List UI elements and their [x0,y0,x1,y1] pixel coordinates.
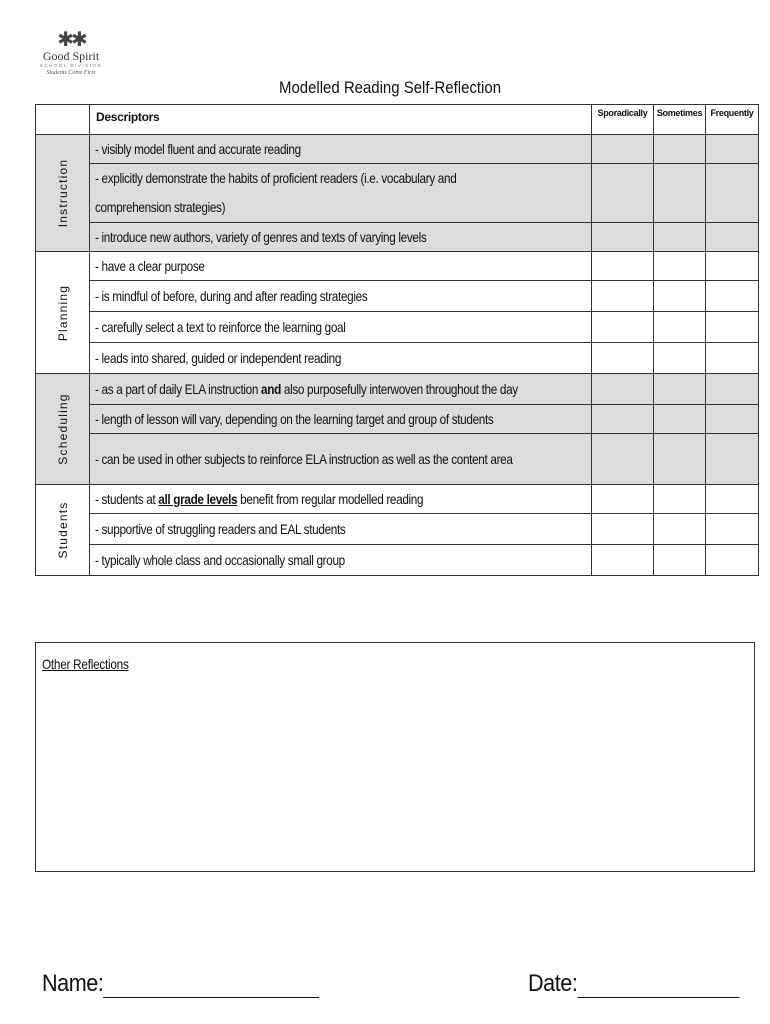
descriptor-text-emphasis: and [261,381,281,397]
section-label-planning [36,252,90,374]
sporadically-cell[interactable] [592,405,654,434]
sporadically-cell[interactable] [592,485,654,514]
sporadically-cell[interactable] [592,252,654,281]
logo-motto: Students Come First [46,70,96,76]
section-label-text: Instruction [55,158,70,228]
descriptor-cell [90,374,592,405]
date-label: Date: [528,970,578,997]
frequently-cell[interactable] [706,164,759,223]
other-reflections-label: Other Reflections [42,656,129,672]
table-row [36,164,759,223]
sporadically-cell[interactable] [592,343,654,374]
descriptor-text-post: benefit from regular modelled reading [237,491,424,507]
section-label-instruction [36,135,90,252]
sporadically-cell[interactable] [592,164,654,223]
descriptor-text: - is mindful of before, during and after reading strategies [95,288,368,304]
reflection-table [35,104,759,576]
descriptor-cell [90,514,592,545]
sometimes-cell[interactable] [654,434,706,485]
descriptor-cell [90,545,592,576]
table-row [36,281,759,312]
descriptor-text [95,374,518,404]
table-row [36,485,759,514]
section-header-cell [36,105,90,135]
sometimes-cell[interactable] [654,135,706,164]
frequently-cell[interactable] [706,514,759,545]
descriptor-cell [90,312,592,343]
date-field[interactable] [528,970,739,998]
name-label: Name: [42,970,104,997]
descriptor-text-pre: - students at [95,491,159,507]
sporadically-cell[interactable] [592,514,654,545]
descriptor-text: - explicitly demonstrate the habits of proficient readers (i.e. vocabulary and [95,170,457,186]
frequently-cell[interactable] [706,343,759,374]
descriptor-cell [90,343,592,374]
table-header-row [36,105,759,135]
section-label-text: Scheduling [55,393,70,465]
descriptor-cell [90,281,592,312]
descriptor-cell [90,485,592,514]
sometimes-cell[interactable] [654,164,706,223]
descriptor-text-post: also purposefully interwoven throughout the day [280,381,518,397]
section-label-scheduling [36,374,90,485]
table-row [36,434,759,485]
sometimes-cell[interactable] [654,312,706,343]
descriptor-cell [90,223,592,252]
sometimes-cell[interactable] [654,545,706,576]
descriptor-text: - supportive of struggling readers and EAL students [95,521,346,537]
sporadically-cell[interactable] [592,545,654,576]
sometimes-cell[interactable] [654,223,706,252]
sporadically-cell[interactable] [592,312,654,343]
descriptor-text: - length of lesson will vary, depending on the learning target and group of students [95,411,494,427]
logo-name: Good Spirit [42,49,100,63]
frequently-cell[interactable] [706,252,759,281]
table-row [36,223,759,252]
logo-division: SCHOOL DIVISION [39,63,103,68]
table-row [36,312,759,343]
frequently-cell[interactable] [706,312,759,343]
sporadically-cell[interactable] [592,223,654,252]
name-line[interactable] [103,971,319,998]
sporadically-header: Sporadically [592,105,654,135]
sometimes-cell[interactable] [654,405,706,434]
people-icon: ✱✱ [57,29,85,51]
descriptor-text: - typically whole class and occasionally small group [95,552,345,568]
table-row [36,343,759,374]
other-reflections-box[interactable] [35,642,755,872]
frequently-cell[interactable] [706,281,759,312]
sometimes-cell[interactable] [654,252,706,281]
descriptor-cell [90,434,592,485]
descriptor-cell [90,135,592,164]
name-field[interactable] [42,970,319,998]
school-logo [36,30,106,77]
page-title: Modelled Reading Self-Reflection [278,78,502,97]
sporadically-cell[interactable] [592,281,654,312]
sporadically-cell[interactable] [592,374,654,405]
frequently-cell[interactable] [706,223,759,252]
descriptor-text: - can be used in other subjects to reinforce ELA instruction as well as the content area [95,451,513,467]
descriptor-cell [90,164,592,223]
table-row [36,252,759,281]
descriptors-header: Descriptors [90,105,592,135]
sometimes-cell[interactable] [654,374,706,405]
descriptor-text: - carefully select a text to reinforce the learning goal [95,319,346,335]
descriptor-text-pre: - as a part of daily ELA instruction [95,381,262,397]
section-label-students [36,485,90,576]
sometimes-cell[interactable] [654,485,706,514]
descriptor-text [95,485,423,513]
section-label-text: Students [55,501,70,559]
sporadically-cell[interactable] [592,135,654,164]
sporadically-cell[interactable] [592,434,654,485]
descriptor-text: comprehension strategies) [95,199,226,215]
frequently-cell[interactable] [706,374,759,405]
descriptor-cell [90,405,592,434]
table-row [36,405,759,434]
section-label-text: Planning [55,284,70,341]
sometimes-cell[interactable] [654,343,706,374]
date-line[interactable] [577,971,739,998]
frequently-cell[interactable] [706,135,759,164]
descriptor-text: - leads into shared, guided or independent reading [95,350,342,366]
frequently-cell[interactable] [706,405,759,434]
descriptor-text-emphasis: all grade levels [158,491,238,507]
table-row [36,545,759,576]
frequently-cell[interactable] [706,545,759,576]
frequently-cell[interactable] [706,434,759,485]
sometimes-header: Sometimes [654,105,706,135]
descriptor-cell [90,252,592,281]
sometimes-cell[interactable] [654,281,706,312]
sometimes-cell[interactable] [654,514,706,545]
descriptor-text: - visibly model fluent and accurate reading [95,141,301,157]
frequently-header: Frequently [706,105,759,135]
descriptor-text: - have a clear purpose [95,258,205,274]
table-row [36,374,759,405]
table-row [36,514,759,545]
frequently-cell[interactable] [706,485,759,514]
descriptor-text: - introduce new authors, variety of genres and texts of varying levels [95,229,427,245]
table-row [36,135,759,164]
